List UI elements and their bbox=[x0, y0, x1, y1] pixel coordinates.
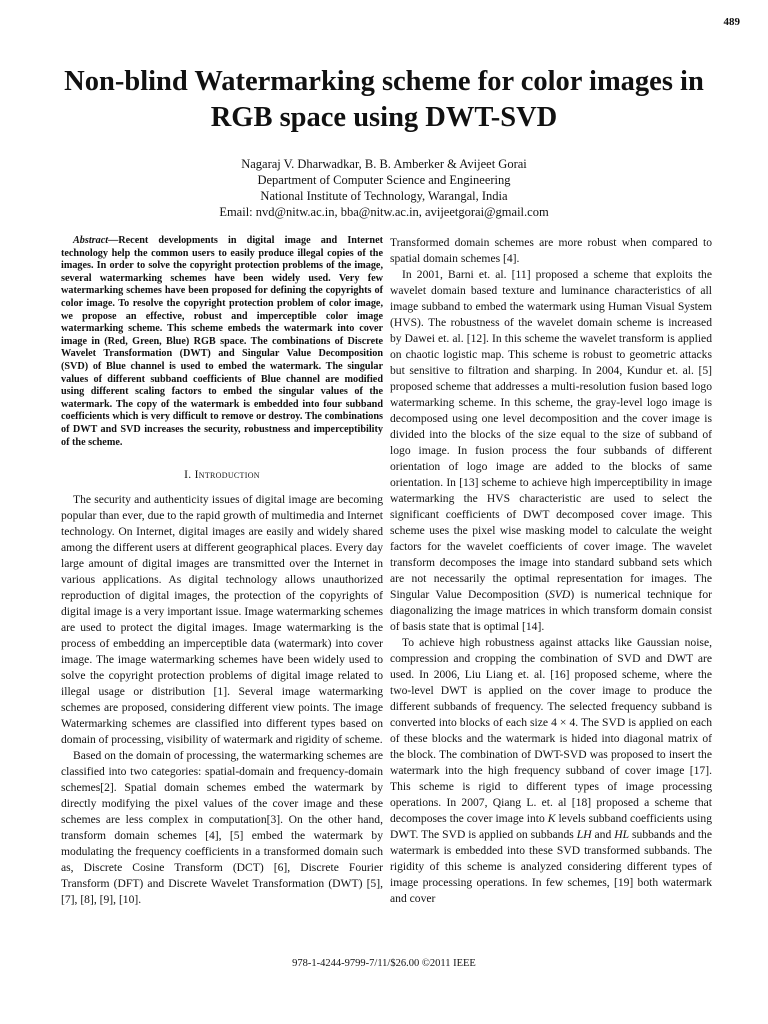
right-paragraph-2: In 2001, Barni et. al. [11] proposed a scheme that exploits the wavelet domain based texture and luminance characteristics of all image subband to embed the watermark using Human Visual System (HVS). The robustness of the wavelet domain scheme is increased by Dawei et. al. [12]. In this scheme the wavelet transform is applied on chaotic logistic map. This scheme is robust to geometric attacks but sensitive to filtration and sharping. In 2004, Kundur et. al. [5] proposed scheme that addresses a multi-resolution fusion based logo watermarking scheme. In this scheme, the gray-level logo image is decomposed using one level decomposition and the cover image is divided into the blocks of the size equal to the size of subband of logo image. In fusion process the four subbands of different orientation of logo image are added to the blocks of same orientation. In [13] scheme to achieve high imperceptibility in image watermarking the HVS characteristic are used to select the significant coefficients of DWT decomposed cover image. This scheme uses the pixel wise masking model to calculate the weight factors for the wavelet coefficients of cover image. The wavelet transform decomposes the image into standard subband sets which are not necessarily the optimal representation for images. The Singular Value Decomposition (SVD) is numerical technique for diagonalizing the image matrices in which transform domain consist of basis state that is optimal [14]. bbox=[390, 268, 712, 633]
author-institute: National Institute of Technology, Warangal, India bbox=[260, 189, 508, 203]
math-lh: LH bbox=[576, 828, 592, 841]
author-department: Department of Computer Science and Engineering bbox=[257, 173, 511, 187]
right-paragraph-3: To achieve high robustness against attacks like Gaussian noise, compression and cropping the combination of SVD and DWT are used. In 2006, Liu Liang et. al. [16] proposed scheme, where the two-level DWT is applied on the cover image to produce the different subbands of frequency. The selected frequency subband is converted into blocks of each size 4 × 4. The SVD is applied on each of these blocks and the watermark is hided into diagonal matrix of the block. The combination of DWT-SVD was proposed to insert the watermark into the high frequency subband of cover image [17]. This scheme is rigid to different types of image processing operations. In 2007, Qiang L. et. al [18] proposed a scheme that decomposes the cover image into K levels subband coefficients using DWT. The SVD is applied on subbands LH and HL subbands and the watermark is embedded into these SVD transformed subbands. The rigidity of this scheme is analyzed considering different types of image processing operations. In few schemes, [19] both watermark and cover bbox=[390, 636, 712, 905]
author-block bbox=[60, 156, 708, 220]
page-number: 489 bbox=[723, 16, 740, 28]
author-names: Nagaraj V. Dharwadkar, B. B. Amberker & Avijeet Gorai bbox=[241, 157, 527, 171]
intro-paragraph-2: Based on the domain of processing, the watermarking schemes are classified into two categories: spatial-domain and frequency-domain schemes[2]. Spatial domain schemes embed the watermark by directly modifying the pixel values of the cover image and these schemes are less complex in computation[3]. On the other hand, transform domain schemes [4], [5] embed the watermark by modulating the frequency coefficients in a transformed domain such as, Discrete Cosine Transform (DCT) [6], Discrete Fourier Transform (DFT) and Discrete Wavelet Transformation (DWT) [5], [7], [8], [9], [10]. bbox=[61, 749, 383, 907]
abstract-label: Abstract bbox=[73, 235, 109, 246]
section-title: Introduction bbox=[194, 469, 260, 482]
section-number: I. bbox=[184, 469, 192, 482]
section-heading bbox=[61, 467, 383, 483]
right-paragraph-1: Transformed domain schemes are more robust when compared to spatial domain schemes [4]. bbox=[390, 236, 712, 265]
math-svd: SVD bbox=[549, 588, 571, 601]
author-email: Email: nvd@nitw.ac.in, bba@nitw.ac.in, avijeetgorai@gmail.com bbox=[219, 205, 549, 219]
right-column bbox=[390, 235, 712, 907]
abstract-text: —Recent developments in digital image and Internet technology help the common users to easily produce illegal copies of the images. In order to solve the copyright protection problems of the image, several watermarking schemes have been widely used. Very few watermarking schemes have been proposed for defining the copyrights of color image. To resolve the copyright protection problem of color image, we propose an effective, robust and imperceptible color image watermarking scheme. This scheme embeds the watermark into cover image in (Red, Green, Blue) RGB space. The combinations of Discrete Wavelet Transformation (DWT) and Singular Value Decomposition (SVD) of Blue channel is used to embed the watermark. The singular values of different subband coefficients of Blue channel are modified using different scaling factors to embed the singular values of the watermark. The copy of the watermark is embedded into four subband coefficients which is very difficult to remove or destroy. The combinations of DWT and SVD increases the security, robustness and imperceptibility of the scheme. bbox=[61, 235, 383, 448]
math-hl: HL bbox=[614, 828, 630, 841]
footer-copyright: 978-1-4244-9799-7/11/$26.00 ©2011 IEEE bbox=[292, 958, 476, 969]
math-k: K bbox=[547, 812, 556, 825]
paper-title: Non-blind Watermarking scheme for color images in RGB space using DWT-SVD bbox=[64, 66, 704, 133]
left-column bbox=[61, 235, 383, 908]
abstract bbox=[61, 235, 383, 449]
intro-paragraph-1: The security and authenticity issues of digital image are becoming popular than ever, due to the rapid growth of multimedia and Internet technology. On Internet, digital images are easily and widely shared among the different users at different geographical places. Every day large amount of digital images are transmitted over the Internet in various applications. As digital technology allows unauthorized reproduction of digital images, the protection of the copyrights of digital image is a very important issue. Image watermarking schemes are used to protect the digital images. Image watermarking is the process of embedding an imperceptible data (watermark) into cover image. The image watermarking schemes have been widely used to solve the copyright protection problems of digital image related to illegal usage or distribution [1]. Several image watermarking schemes are proposed, considering different view points. The image Watermarking schemes are classified into different types based on domain of processing, visibility of watermark and rigidity of scheme. bbox=[61, 493, 383, 747]
